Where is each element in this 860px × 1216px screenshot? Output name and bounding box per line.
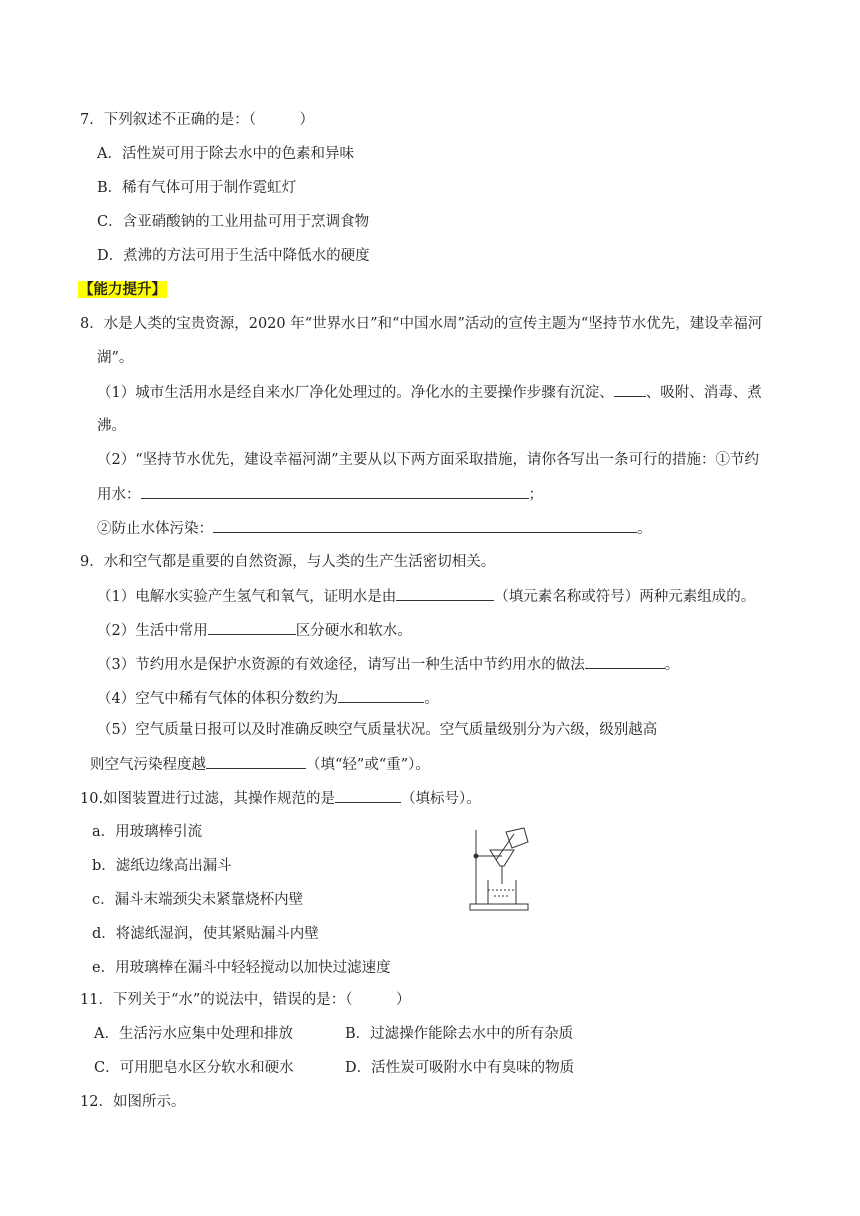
q8-part2-save-label: 用水：: [97, 487, 141, 503]
q9-stem: 9．水和空气都是重要的自然资源，与人类的生产生活密切相关。: [80, 554, 496, 570]
q11-option-c: C．可用肥皂水区分软水和硬水: [94, 1060, 294, 1076]
q9-part4-text-a: （4）空气中稀有气体的体积分数约为: [97, 691, 339, 707]
q8-save-water-blank[interactable]: [141, 484, 529, 499]
q9-part4: [97, 688, 439, 709]
q11-stem: 11．下列关于“水”的说法中，错误的是：（ ）: [80, 992, 411, 1008]
q10-answer-blank[interactable]: [335, 788, 401, 803]
q9-part1-blank[interactable]: [396, 586, 494, 601]
filtration-apparatus-figure: [466, 826, 532, 914]
q9-part1: [97, 586, 755, 607]
q7-option-d: D．煮沸的方法可用于生活中降低水的硬度: [97, 248, 370, 264]
q9-part2-text-b: 区分硬水和软水。: [295, 623, 412, 639]
q9-part5-blank[interactable]: [206, 754, 306, 769]
q10-stem: [80, 788, 481, 809]
q7-option-a: A．活性炭可用于除去水中的色素和异味: [97, 146, 354, 162]
q9-part5-text-a: 则空气污染程度越: [90, 757, 206, 773]
pouring-beaker: [506, 828, 528, 848]
stand-base: [470, 904, 528, 910]
q8-part2-line2: [97, 484, 543, 505]
q10-option-b: b．滤纸边缘高出漏斗: [92, 858, 232, 874]
q9-part2-blank[interactable]: [208, 620, 296, 635]
section-tag-text: 【能力提升】: [79, 281, 166, 298]
q8-part1-blank[interactable]: [614, 382, 646, 397]
q11-option-b: B．过滤操作能除去水中的所有杂质: [345, 1026, 574, 1042]
q8-part2-pollution-label: ②防止水体污染：: [97, 521, 213, 537]
q9-part2: [97, 620, 412, 641]
q10-option-d: d．将滤纸湿润，使其紧贴漏斗内壁: [92, 926, 319, 942]
q8-part2-semicolon: ；: [528, 487, 543, 503]
q12-stem: 12．如图所示。: [80, 1094, 186, 1110]
q7-option-b: B．稀有气体可用于制作霓虹灯: [97, 180, 297, 196]
q8-part1-text-b: 、吸附、消毒、煮: [645, 385, 762, 401]
q9-part2-text-a: （2）生活中常用: [97, 623, 208, 639]
q9-part3-text-b: 。: [664, 657, 680, 673]
q8-part1-text-a: （1）城市生活用水是经自来水厂净化处理过的。净化水的主要操作步骤有沉淀、: [97, 385, 614, 401]
q9-part3-text-a: （3）节约用水是保护水资源的有效途径，请写出一种生活中节约用水的做法: [97, 657, 585, 673]
section-tag: [78, 280, 167, 300]
q10-option-a: a．用玻璃棒引流: [92, 824, 203, 840]
q9-part3-blank[interactable]: [585, 654, 665, 669]
q8-prevent-pollution-blank[interactable]: [213, 518, 637, 533]
q10-stem-text-b: （填标号）。: [401, 791, 481, 807]
q9-part5-line1: （5）空气质量日报可以及时准确反映空气质量状况。空气质量级别分为六级，级别越高: [97, 722, 658, 738]
q9-part5-line2: [90, 754, 430, 775]
q9-part1-text-b: （填元素名称或符号）两种元素组成的。: [494, 589, 756, 605]
q10-option-c: c．漏斗末端颈尖未紧靠烧杯内壁: [92, 892, 304, 908]
q11-option-d: D．活性炭可吸附水中有臭味的物质: [345, 1060, 575, 1076]
q8-part1-line1: [97, 382, 762, 403]
funnel: [490, 850, 514, 866]
q9-part3: [97, 654, 679, 675]
q9-part1-text-a: （1）电解水实验产生氢气和氧气，证明水是由: [97, 589, 397, 605]
q8-stem-line1: 8．水是人类的宝贵资源，2020 年“世界水日”和“中国水周”活动的宣传主题为“坚持节水优先，建设幸福河: [80, 316, 763, 332]
q8-part2-period: 。: [637, 521, 652, 537]
q9-part4-blank[interactable]: [338, 688, 424, 703]
q8-part1-line2: 沸。: [97, 418, 126, 434]
q8-part2-line1: （2）“坚持节水优先，建设幸福河湖”主要从以下两方面采取措施，请你各写出一条可行的措施：①节约: [97, 452, 760, 468]
q8-stem-line2: 湖”。: [97, 350, 134, 366]
q8-part2-line3: [97, 518, 652, 539]
q11-option-a: A．生活污水应集中处理和排放: [94, 1026, 293, 1042]
q7-stem: 7．下列叙述不正确的是：（ ）: [80, 112, 314, 128]
q10-stem-text-a: 10.如图装置进行过滤，其操作规范的是: [80, 791, 336, 807]
q7-option-c: C．含亚硝酸钠的工业用盐可用于烹调食物: [97, 214, 370, 230]
q10-option-e: e．用玻璃棒在漏斗中轻轻搅动以加快过滤速度: [92, 960, 391, 976]
q9-part5-text-b: （填“轻”或“重”）。: [306, 757, 430, 773]
q9-part4-text-b: 。: [424, 691, 439, 707]
